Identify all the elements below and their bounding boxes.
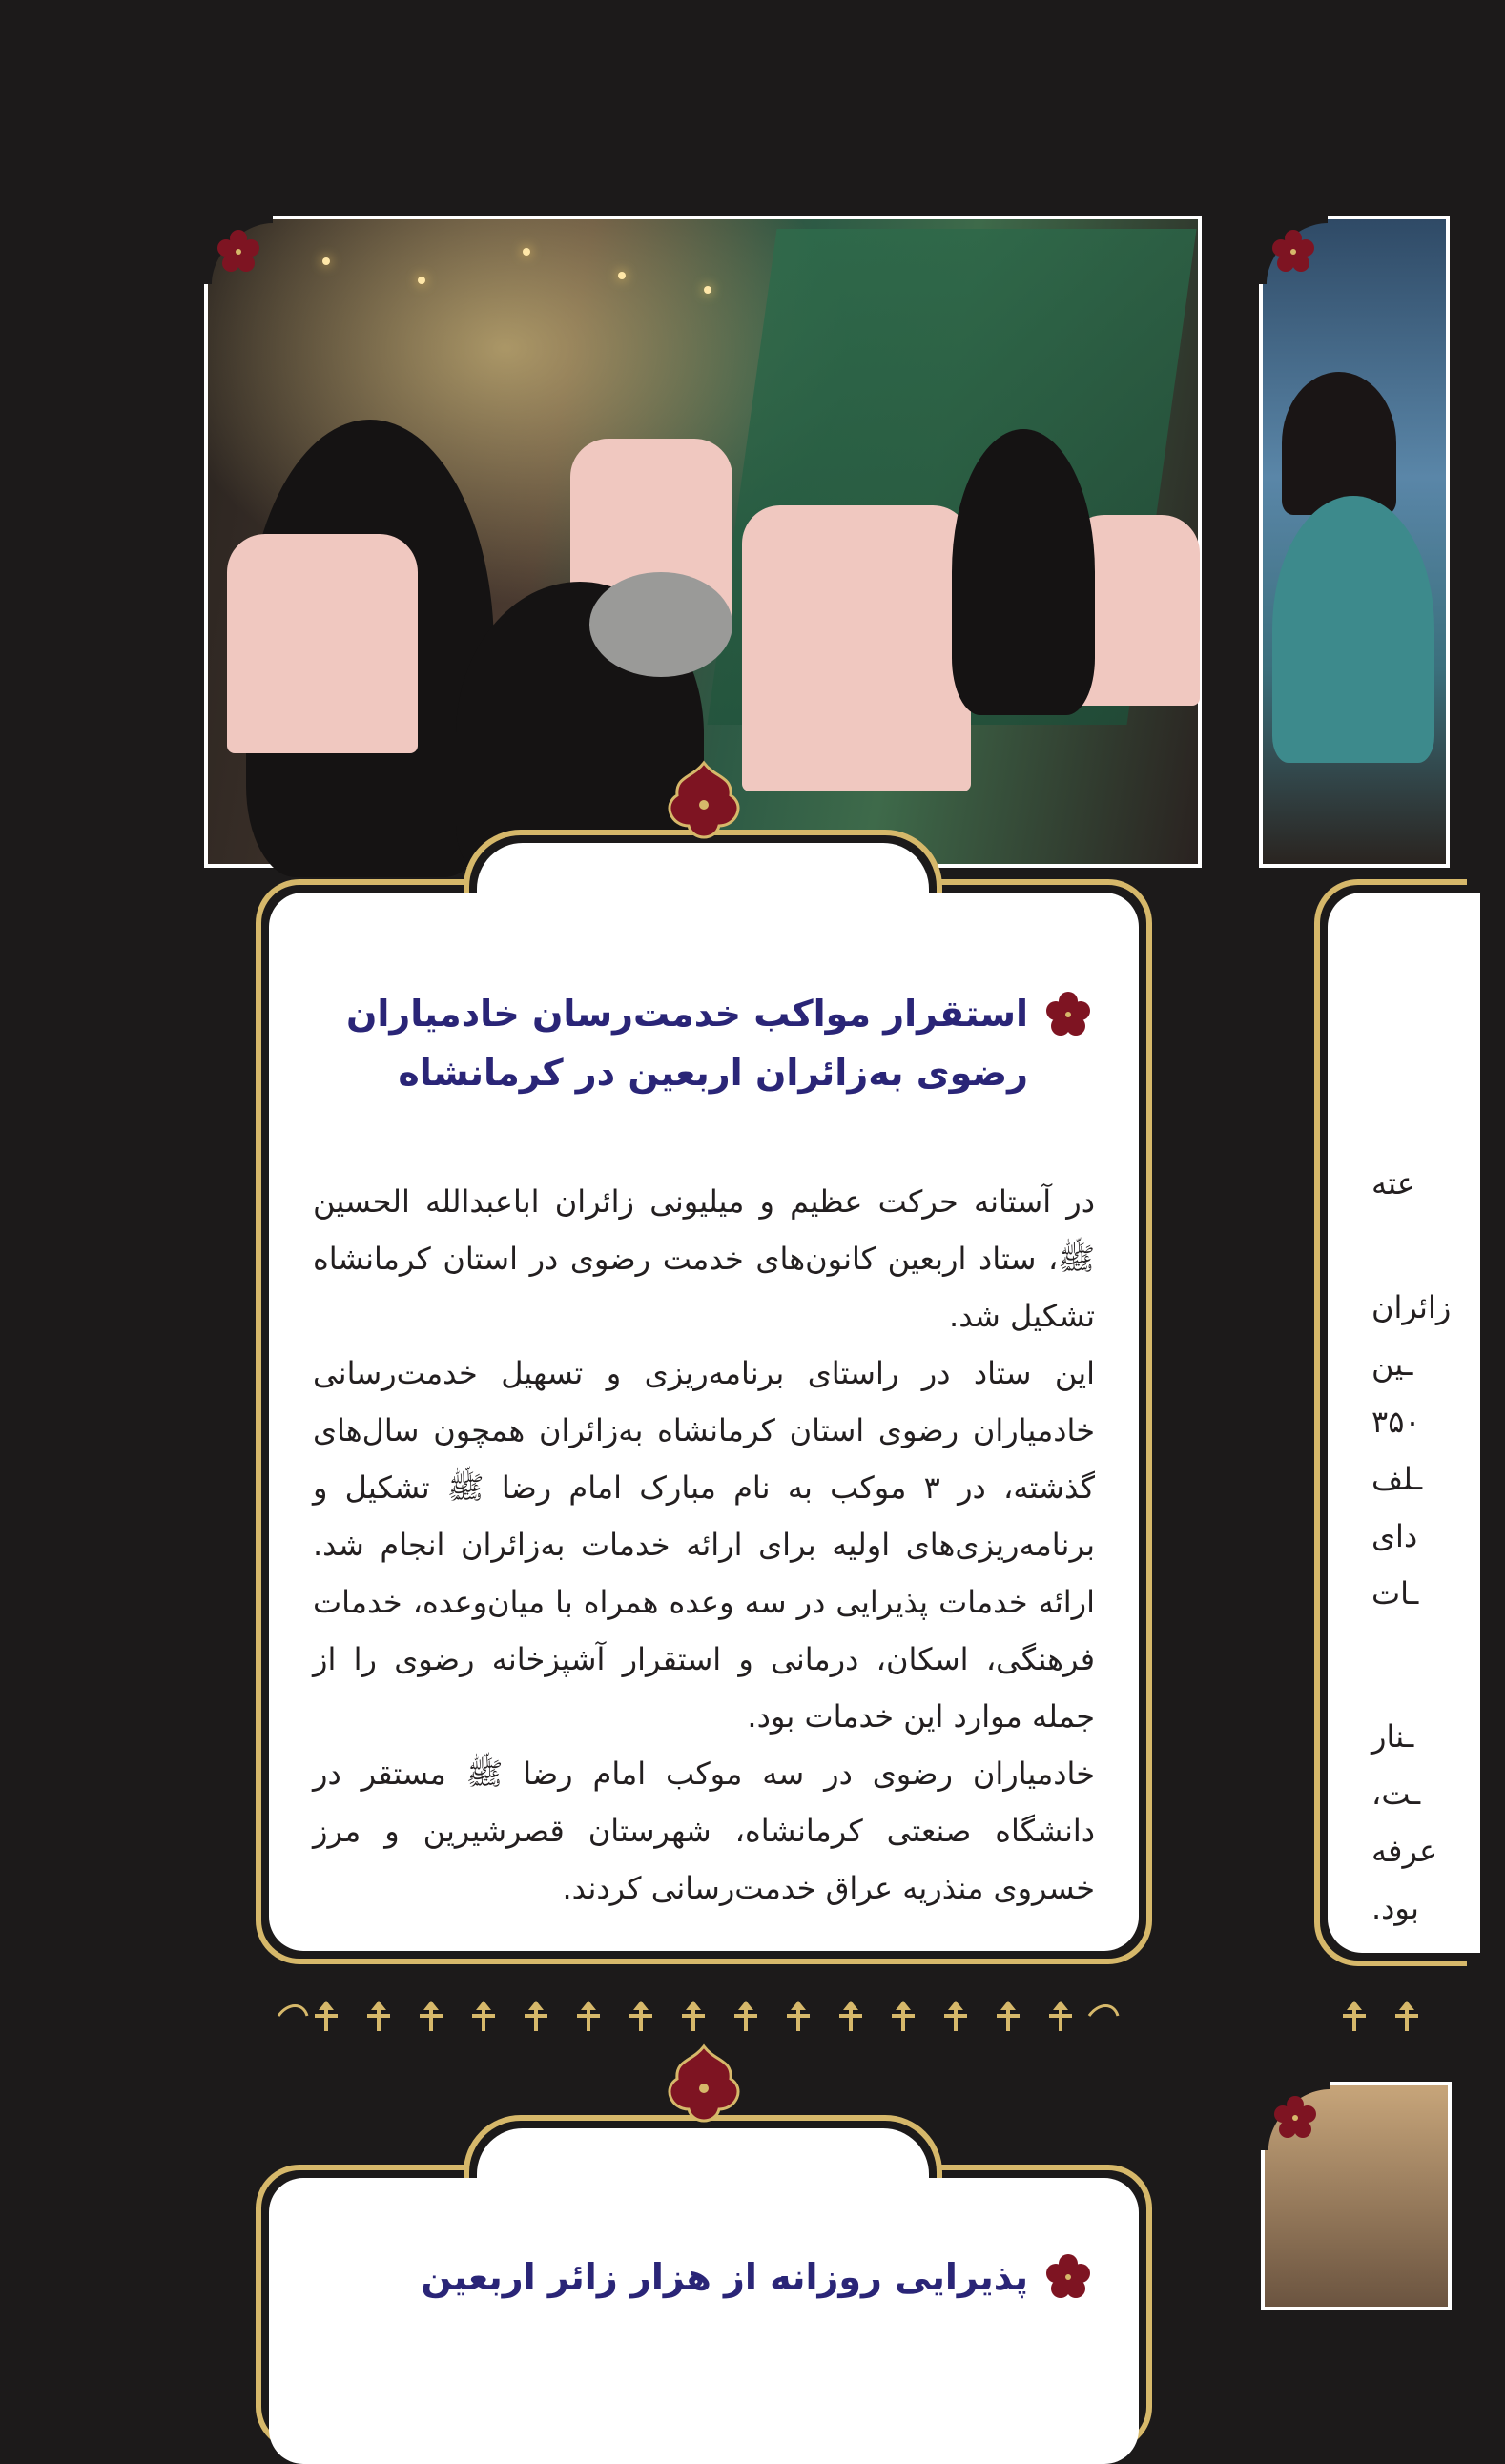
volunteer-vest: [742, 505, 971, 791]
text-fragment: ۳۵۰: [1371, 1404, 1421, 1440]
article-title-row: [421, 2250, 1095, 2304]
flower-ornament-icon: [656, 759, 752, 854]
flower-ornament-icon: [1041, 988, 1095, 1041]
night-light: [322, 257, 330, 265]
text-fragment: دای: [1371, 1518, 1418, 1554]
article-title: استقرار مواکب خدمت‌رسان خادمیاران رضوی به‌زائران اربعین در کرمانشاه: [345, 993, 1028, 1094]
article-body: [313, 1173, 1095, 1917]
night-light: [704, 286, 711, 294]
person: [1282, 372, 1396, 515]
person: [1272, 496, 1434, 763]
text-fragment: عرفه: [1371, 1833, 1438, 1869]
night-light: [418, 277, 425, 284]
text-fragment: ـلف: [1371, 1461, 1423, 1497]
card-body: [269, 2178, 1139, 2464]
text-fragment: ـات: [1371, 1575, 1419, 1612]
article-paragraph: خادمیاران رضوی در سه موکب امام رضا ﷺ مستقر در دانشگاه صنعتی کرمانشاه، شهرستان قصرشیرین و مرز خسروی منذریه عراق خدمت‌رسانی کردند.: [313, 1756, 1095, 1906]
person: [952, 429, 1095, 715]
article-title: پذیرایی روزانه از هزار زائر اربعین: [421, 2256, 1028, 2298]
article-title-row: [313, 984, 1095, 1102]
card-tab-body: [477, 2128, 929, 2195]
flower-ornament-icon: [204, 216, 273, 284]
text-fragment: بود.: [1371, 1890, 1419, 1926]
volunteer-vest: [227, 534, 418, 753]
flower-ornament-icon: [1261, 2082, 1330, 2150]
gold-vine-ornament-icon: [269, 1997, 1127, 2035]
article-paragraph: در آستانه حرکت عظیم و میلیونی زائران اباعبدالله الحسین ﷺ، ستاد اربعین کانون‌های خدمت رضوی در استان کرمانشاه تشکیل شد.: [313, 1183, 1095, 1334]
article-card-partial: [1314, 879, 1505, 1966]
flower-ornament-icon: [656, 2043, 752, 2138]
flower-ornament-icon: [1259, 216, 1328, 284]
flower-ornament-icon: [1041, 2250, 1095, 2304]
gold-vine-ornament-icon: [1324, 1997, 1438, 2035]
text-fragment: ـین: [1371, 1346, 1413, 1383]
article-paragraph: این ستاد در راستای برنامه‌ریزی و تسهیل خدمت‌رسانی خادمیاران رضوی استان کرمانشاه به‌زائران همچون سال‌های گذشته، در ۳ موکب به نام مبارک امام رضا ﷺ تشکیل و برنامه‌ریزی‌های اولیه برای ارائه خدمات به‌زائران انجام شد. ارائه خدمات پذیرایی در سه وعده همراه با میان‌وعده، خدمات فرهنگی، اسکان، درمانی و استقرار آشپزخانه رضوی را از جمله موارد این خدمات بود.: [313, 1355, 1096, 1735]
article-content: [313, 984, 1095, 1917]
text-fragment: زائران: [1371, 1289, 1452, 1325]
text-fragment: ـنار: [1371, 1718, 1414, 1755]
article-card-next: [256, 2165, 1152, 2355]
text-fragment: ـت،: [1371, 1776, 1421, 1812]
cooking-pot: [589, 572, 732, 677]
text-fragment: عته: [1371, 1165, 1415, 1201]
night-light: [523, 248, 530, 256]
night-light: [618, 272, 626, 279]
side-photo: [1259, 216, 1450, 868]
article-card: [256, 879, 1152, 1964]
